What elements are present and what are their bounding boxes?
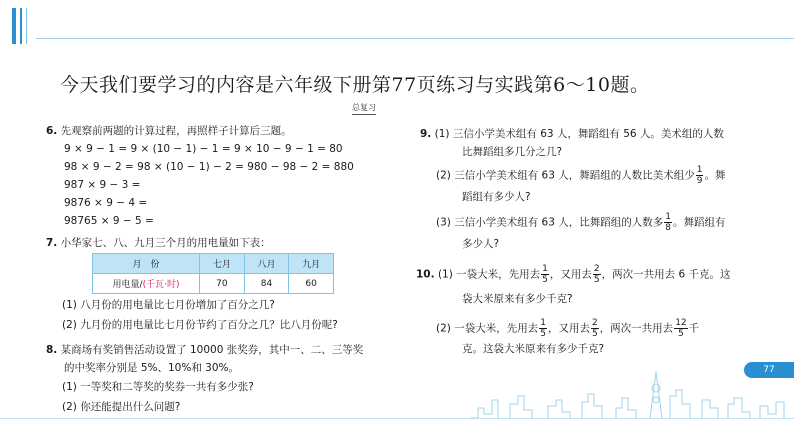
q10-s1-line-1 bbox=[416, 264, 731, 285]
q10-s2-line-1 bbox=[436, 318, 699, 339]
q7-prompt: 小华家七、八、九月三个月的用电量如下表： bbox=[60, 237, 271, 249]
q10-s1-line-2: 袋大米原来有多少千克? bbox=[462, 293, 573, 305]
frac-denominator: 5 bbox=[593, 275, 600, 285]
q9-s3-line-1 bbox=[436, 212, 725, 233]
q10-s1a-3: ，两次一共用去 6 千克。这 bbox=[601, 268, 731, 281]
row-unit-text: (千瓦·时) bbox=[142, 280, 180, 290]
q6-prompt: 先观察前两题的计算过程，再照样子计算后三题。 bbox=[60, 125, 292, 137]
frac-denominator: 5 bbox=[542, 275, 548, 285]
q10-s2-line-2: 克。这袋大米原来有多少千克? bbox=[462, 343, 605, 355]
q6-line-4: 9876 × 9 − 4 = bbox=[64, 197, 148, 209]
frac-denominator: 5 bbox=[678, 329, 684, 339]
table-cell: 60 bbox=[289, 274, 334, 294]
q6-number: 6. bbox=[46, 125, 58, 137]
q9-number: 9. bbox=[420, 128, 432, 140]
q9-s1-line-2: 比舞蹈组多几分之几? bbox=[462, 146, 563, 158]
q7-heading bbox=[46, 236, 271, 250]
table-header-row bbox=[93, 254, 334, 274]
frac-denominator: 8 bbox=[665, 223, 671, 233]
frac-numerator: 1 bbox=[540, 318, 546, 328]
q9-s1a: (1) 三信小学美术组有 63 人，舞蹈组有 56 人。美术组的人数 bbox=[434, 128, 724, 140]
q10-s2a-4: 千 bbox=[688, 322, 700, 335]
fraction-1-9 bbox=[696, 165, 704, 186]
fraction-12-5 bbox=[674, 318, 687, 339]
q6-line-1: 9 × 9 − 1 = 9 × (10 − 1) − 1 = 9 × 10 − 9 − 1 = 80 bbox=[64, 143, 343, 155]
q10-s2a-2: ，又用去 bbox=[547, 322, 590, 335]
q7-number: 7. bbox=[46, 237, 58, 249]
footer-rule bbox=[0, 418, 794, 419]
frac-denominator: 5 bbox=[540, 329, 546, 339]
q10-s1a-2: ，又用去 bbox=[549, 268, 592, 281]
frac-numerator: 1 bbox=[696, 165, 703, 175]
table-header-cell: 八月 bbox=[244, 254, 289, 274]
fraction-1-5 bbox=[539, 318, 547, 339]
frac-numerator: 2 bbox=[591, 318, 598, 328]
row-label-text: 用电量/ bbox=[112, 280, 143, 290]
q6-heading bbox=[46, 124, 292, 138]
table-row-label bbox=[93, 274, 200, 294]
table-header-cell: 七月 bbox=[200, 254, 245, 274]
frac-numerator: 12 bbox=[675, 318, 687, 328]
q9-s2a-tail: 。舞 bbox=[704, 169, 726, 182]
q6-line-5: 98765 × 9 − 5 = bbox=[64, 215, 154, 227]
frac-numerator: 1 bbox=[665, 212, 671, 222]
table-header-cell: 九月 bbox=[289, 254, 334, 274]
page-title: 今天我们要学习的内容是六年级下册第77页练习与实践第6～10题。 bbox=[60, 74, 650, 96]
q9-s2-line-2: 蹈组有多少人? bbox=[462, 191, 531, 203]
q8-line-1 bbox=[46, 343, 363, 357]
table-header-cell: 月 份 bbox=[93, 254, 200, 274]
frac-numerator: 2 bbox=[593, 264, 600, 274]
q10-s1a-1: (1) 一袋大米，先用去 bbox=[437, 268, 541, 281]
electricity-table bbox=[92, 253, 334, 294]
q8-number: 8. bbox=[46, 344, 58, 356]
table-cell: 84 bbox=[244, 274, 289, 294]
decor-bar-1 bbox=[12, 8, 16, 44]
q8-text-1: 某商场有奖销售活动设置了 10000 张奖券，其中一、二、三等奖 bbox=[60, 344, 364, 356]
section-label: 总复习 bbox=[352, 102, 376, 115]
q7-sub-1: (1) 八月份的用电量比七月份增加了百分之几? bbox=[62, 299, 275, 311]
q6-line-2: 98 × 9 − 2 = 98 × (10 − 1) − 2 = 980 − 98 − 2 = 880 bbox=[64, 161, 354, 173]
decor-bar-2 bbox=[20, 8, 22, 44]
q6-line-3: 987 × 9 − 3 = bbox=[64, 179, 141, 191]
q8-sub-2: (2) 你还能提出什么问题? bbox=[62, 401, 181, 413]
q9-s2-line-1 bbox=[436, 165, 725, 186]
q8-sub-1: (1) 一等奖和二等奖的奖券一共有多少张? bbox=[62, 381, 254, 393]
q10-number: 10. bbox=[416, 268, 435, 281]
fraction-1-8 bbox=[664, 212, 672, 233]
skyline-icon bbox=[470, 370, 794, 420]
fraction-2-5 bbox=[593, 264, 601, 285]
header-rule bbox=[36, 38, 794, 39]
frac-denominator: 5 bbox=[591, 329, 598, 339]
q9-s3a-tail: 。舞蹈组有 bbox=[672, 216, 726, 229]
decor-bar-3 bbox=[26, 8, 27, 44]
q10-s2a-3: ，两次一共用去 bbox=[599, 322, 674, 335]
fraction-2-5 bbox=[591, 318, 599, 339]
page-number-badge: 77 bbox=[744, 362, 794, 378]
q9-s3-line-2: 多少人? bbox=[462, 238, 500, 250]
q7-sub-2: (2) 九月份的用电量比七月份节约了百分之几？比八月份呢? bbox=[62, 319, 338, 331]
table-row bbox=[93, 274, 334, 294]
q9-s2a: (2) 三信小学美术组有 63 人，舞蹈组的人数比美术组少 bbox=[436, 169, 695, 182]
q10-s2a-1: (2) 一袋大米，先用去 bbox=[436, 322, 539, 335]
frac-denominator: 9 bbox=[696, 176, 703, 186]
fraction-1-5 bbox=[541, 264, 549, 285]
q9-s3a: (3) 三信小学美术组有 63 人，比舞蹈组的人数多 bbox=[436, 216, 664, 229]
table-cell: 70 bbox=[200, 274, 245, 294]
frac-numerator: 1 bbox=[542, 264, 548, 274]
q8-line-2: 的中奖率分别是 5%、10%和 30%。 bbox=[64, 362, 240, 374]
q9-s1-line-1 bbox=[420, 127, 724, 141]
